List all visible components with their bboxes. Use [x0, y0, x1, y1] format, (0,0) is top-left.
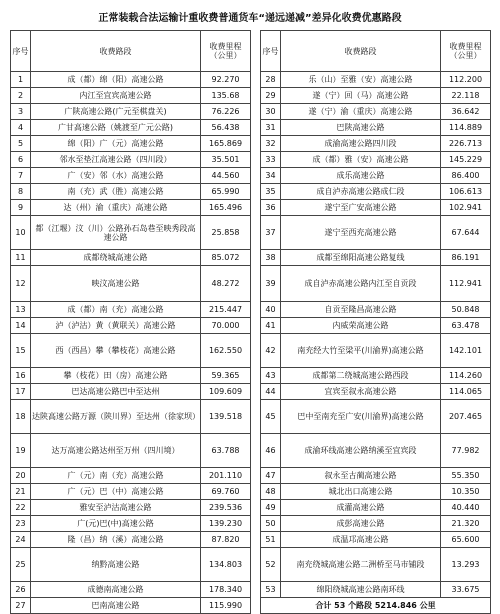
- route-header: 收费路段: [281, 31, 441, 72]
- route-mileage: 114.260: [441, 368, 491, 384]
- table-row: [261, 468, 491, 484]
- route-mileage: 201.110: [201, 468, 251, 484]
- route-mileage: 65.600: [441, 532, 491, 548]
- row-number: 13: [11, 302, 31, 318]
- table-row: [11, 104, 251, 120]
- route-mileage: 112.941: [441, 266, 491, 302]
- row-number: 6: [11, 152, 31, 168]
- left-table-body: [11, 72, 251, 614]
- route-name: 都（江堰）汶（川）公路孙石岛巷至映秀段高速公路: [31, 216, 201, 250]
- route-mileage: 135.68: [201, 88, 251, 104]
- route-name: 成（都）南（充）高速公路: [31, 302, 201, 318]
- route-name: 遂宁至广安高速公路: [281, 200, 441, 216]
- route-mileage: 70.000: [201, 318, 251, 334]
- table-row: [11, 334, 251, 368]
- route-mileage: 63.788: [201, 434, 251, 468]
- route-mileage: 63.478: [441, 318, 491, 334]
- route-name: 巴南高速公路: [31, 598, 201, 614]
- table-row: [11, 484, 251, 500]
- route-mileage: 207.465: [441, 400, 491, 434]
- table-row: [11, 318, 251, 334]
- table-row: [261, 548, 491, 582]
- route-header: 收费路段: [31, 31, 201, 72]
- route-mileage: 86.400: [441, 168, 491, 184]
- route-mileage: 178.340: [201, 582, 251, 598]
- mileage-header: 收费里程（公里）: [441, 31, 491, 72]
- route-mileage: 142.101: [441, 334, 491, 368]
- row-number: 20: [11, 468, 31, 484]
- route-name: 广（安）邻（水）高速公路: [31, 168, 201, 184]
- table-row: [261, 266, 491, 302]
- route-name: 乐（山）至雅（安）高速公路: [281, 72, 441, 88]
- route-name: 广（元）巴（中）高速公路: [31, 484, 201, 500]
- route-mileage: 50.848: [441, 302, 491, 318]
- route-mileage: 87.820: [201, 532, 251, 548]
- route-mileage: 115.990: [201, 598, 251, 614]
- row-number: 40: [261, 302, 281, 318]
- table-row: [11, 598, 251, 614]
- route-mileage: 77.982: [441, 434, 491, 468]
- route-mileage: 65.990: [201, 184, 251, 200]
- table-row: [11, 500, 251, 516]
- table-row: [11, 216, 251, 250]
- table-row: [261, 168, 491, 184]
- route-name: 成乐高速公路: [281, 168, 441, 184]
- route-mileage: 106.613: [441, 184, 491, 200]
- route-name: 成德南高速公路: [31, 582, 201, 598]
- row-number: 3: [11, 104, 31, 120]
- index-header: 序号: [11, 31, 31, 72]
- route-mileage: 25.858: [201, 216, 251, 250]
- route-name: 成（都）雅（安）高速公路: [281, 152, 441, 168]
- table-row: [11, 266, 251, 302]
- route-mileage: 67.644: [441, 216, 491, 250]
- table-row: [261, 120, 491, 136]
- route-name: 内威荣高速公路: [281, 318, 441, 334]
- table-row: [11, 120, 251, 136]
- route-mileage: 36.642: [441, 104, 491, 120]
- row-number: 22: [11, 500, 31, 516]
- row-number: 15: [11, 334, 31, 368]
- route-name: 城北出口高速公路: [281, 484, 441, 500]
- route-name: 巴陕高速公路: [281, 120, 441, 136]
- row-number: 32: [261, 136, 281, 152]
- table-row: [261, 368, 491, 384]
- table-row: [261, 216, 491, 250]
- route-name: 内江至宜宾高速公路: [31, 88, 201, 104]
- route-name: 南充经大竹至梁平(川渝界)高速公路: [281, 334, 441, 368]
- row-number: 5: [11, 136, 31, 152]
- table-row: [11, 184, 251, 200]
- row-number: 52: [261, 548, 281, 582]
- route-name: 广陕高速公路(广元至棋盘关): [31, 104, 201, 120]
- route-mileage: 44.560: [201, 168, 251, 184]
- row-number: 23: [11, 516, 31, 532]
- row-number: 48: [261, 484, 281, 500]
- route-mileage: 21.320: [441, 516, 491, 532]
- route-name: 达陕高速公路万源（陕川界）至达州（徐家坝）: [31, 400, 201, 434]
- route-name: 绵阳绕城高速公路南环线: [281, 582, 441, 598]
- row-number: 53: [261, 582, 281, 598]
- table-row: [261, 318, 491, 334]
- table-row: [11, 200, 251, 216]
- route-mileage: 139.518: [201, 400, 251, 434]
- route-mileage: 134.803: [201, 548, 251, 582]
- row-number: 7: [11, 168, 31, 184]
- table-row: [11, 136, 251, 152]
- table-row: [11, 302, 251, 318]
- route-mileage: 59.365: [201, 368, 251, 384]
- route-name: 邻水至垫江高速公路（四川段）: [31, 152, 201, 168]
- table-row: [11, 582, 251, 598]
- table-row: [261, 500, 491, 516]
- table-row: [11, 72, 251, 88]
- route-mileage: 85.072: [201, 250, 251, 266]
- row-number: 46: [261, 434, 281, 468]
- table-row: [261, 400, 491, 434]
- route-name: 广甘高速公路（姚渡至广元公路): [31, 120, 201, 136]
- route-mileage: 226.713: [441, 136, 491, 152]
- table-row: [11, 532, 251, 548]
- route-name: 成自泸赤高速公路成仁段: [281, 184, 441, 200]
- row-number: 30: [261, 104, 281, 120]
- route-name: 成渝环线高速公路纳溪至宜宾段: [281, 434, 441, 468]
- table-row: [11, 384, 251, 400]
- route-mileage: 56.438: [201, 120, 251, 136]
- row-number: 25: [11, 548, 31, 582]
- row-number: 31: [261, 120, 281, 136]
- route-mileage: 165.496: [201, 200, 251, 216]
- route-mileage: 13.293: [441, 548, 491, 582]
- route-name: 攀（枝花）田（房）高速公路: [31, 368, 201, 384]
- mileage-header: 收费里程（公里）: [201, 31, 251, 72]
- route-name: 成温邛高速公路: [281, 532, 441, 548]
- route-name: 达（州）渝（重庆）高速公路: [31, 200, 201, 216]
- row-number: 45: [261, 400, 281, 434]
- route-mileage: 114.065: [441, 384, 491, 400]
- route-name: 巴达高速公路巴中至达州: [31, 384, 201, 400]
- route-name: 南（充）武（胜）高速公路: [31, 184, 201, 200]
- route-name: 自贡至隆昌高速公路: [281, 302, 441, 318]
- table-row: [261, 152, 491, 168]
- table-row: [261, 484, 491, 500]
- table-row: [261, 582, 491, 598]
- route-mileage: 92.270: [201, 72, 251, 88]
- row-number: 34: [261, 168, 281, 184]
- row-number: 50: [261, 516, 281, 532]
- route-mileage: 239.536: [201, 500, 251, 516]
- row-number: 47: [261, 468, 281, 484]
- row-number: 44: [261, 384, 281, 400]
- row-number: 9: [11, 200, 31, 216]
- route-mileage: 145.229: [441, 152, 491, 168]
- route-mileage: 22.118: [441, 88, 491, 104]
- table-row: [261, 334, 491, 368]
- table-row: [261, 384, 491, 400]
- route-name: 成灌高速公路: [281, 500, 441, 516]
- route-mileage: 112.200: [441, 72, 491, 88]
- route-name: 成渝高速公路四川段: [281, 136, 441, 152]
- route-name: 绵（阳）广（元）高速公路: [31, 136, 201, 152]
- row-number: 16: [11, 368, 31, 384]
- route-name: 遂（宁）渝（重庆）高速公路: [281, 104, 441, 120]
- row-number: 26: [11, 582, 31, 598]
- row-number: 41: [261, 318, 281, 334]
- route-name: 遂（宁）回（马）高速公路: [281, 88, 441, 104]
- table-row: [261, 72, 491, 88]
- row-number: 21: [11, 484, 31, 500]
- route-name: 成都绕城高速公路: [31, 250, 201, 266]
- route-mileage: 55.350: [441, 468, 491, 484]
- row-number: 36: [261, 200, 281, 216]
- route-name: 纳黔高速公路: [31, 548, 201, 582]
- route-name: 成（都）绵（阳）高速公路: [31, 72, 201, 88]
- row-number: 27: [11, 598, 31, 614]
- route-name: 映汶高速公路: [31, 266, 201, 302]
- route-mileage: 86.191: [441, 250, 491, 266]
- route-name: 隆（昌）纳（溪）高速公路: [31, 532, 201, 548]
- row-number: 37: [261, 216, 281, 250]
- row-number: 14: [11, 318, 31, 334]
- row-number: 49: [261, 500, 281, 516]
- table-row: [11, 516, 251, 532]
- page-title: 正常装载合法运输计重收费普通货车“递远递减”差异化收费优惠路段: [98, 13, 402, 24]
- route-mileage: 76.226: [201, 104, 251, 120]
- table-row: [11, 548, 251, 582]
- row-number: 19: [11, 434, 31, 468]
- table-row: [11, 88, 251, 104]
- table-row: [11, 168, 251, 184]
- row-number: 1: [11, 72, 31, 88]
- route-name: 广（元）南（充）高速公路: [31, 468, 201, 484]
- route-mileage: 165.869: [201, 136, 251, 152]
- route-name: 南充绕城高速公路二洲桥至马市铺段: [281, 548, 441, 582]
- table-row: [261, 302, 491, 318]
- table-row: [261, 200, 491, 216]
- table-row: [261, 250, 491, 266]
- table-row: [261, 88, 491, 104]
- route-mileage: 215.447: [201, 302, 251, 318]
- route-name: 雅安至泸沽高速公路: [31, 500, 201, 516]
- table-row: [261, 184, 491, 200]
- route-name: 广(元)巴(中)高速公路: [31, 516, 201, 532]
- route-name: 遂宁至西充高速公路: [281, 216, 441, 250]
- table-row: [11, 152, 251, 168]
- route-name: 成彭高速公路: [281, 516, 441, 532]
- row-number: 17: [11, 384, 31, 400]
- table-row: [11, 400, 251, 434]
- route-name: 叙永至古蔺高速公路: [281, 468, 441, 484]
- route-mileage: 40.440: [441, 500, 491, 516]
- row-number: 28: [261, 72, 281, 88]
- row-number: 12: [11, 266, 31, 302]
- row-number: 51: [261, 532, 281, 548]
- route-name: 成都至绵阳高速公路复线: [281, 250, 441, 266]
- route-mileage: 33.675: [441, 582, 491, 598]
- row-number: 43: [261, 368, 281, 384]
- row-number: 33: [261, 152, 281, 168]
- route-name: 泸（泸沽）黄（黄联关）高速公路: [31, 318, 201, 334]
- route-mileage: 114.889: [441, 120, 491, 136]
- table-row: [11, 434, 251, 468]
- route-name: 巴中至南充至广安(川渝界)高速公路: [281, 400, 441, 434]
- table-gap: [250, 30, 260, 588]
- right-table-body: [261, 72, 491, 614]
- route-mileage: 69.760: [201, 484, 251, 500]
- tables-area: [10, 30, 490, 610]
- table-row: [11, 368, 251, 384]
- table-row: [11, 468, 251, 484]
- route-name: 成都第二绕城高速公路西段: [281, 368, 441, 384]
- right-table: [260, 30, 491, 614]
- route-mileage: 162.550: [201, 334, 251, 368]
- left-table: [10, 30, 251, 614]
- table-row: [261, 516, 491, 532]
- total-summary: 合计 53 个路段 5214.846 公里: [261, 598, 491, 614]
- row-number: 11: [11, 250, 31, 266]
- route-mileage: 109.609: [201, 384, 251, 400]
- route-mileage: 35.501: [201, 152, 251, 168]
- row-number: 29: [261, 88, 281, 104]
- row-number: 4: [11, 120, 31, 136]
- table-row: [261, 532, 491, 548]
- row-number: 39: [261, 266, 281, 302]
- table-row: [261, 104, 491, 120]
- row-number: 35: [261, 184, 281, 200]
- row-number: 10: [11, 216, 31, 250]
- route-mileage: 139.230: [201, 516, 251, 532]
- total-row: [261, 598, 491, 614]
- route-mileage: 48.272: [201, 266, 251, 302]
- table-row: [261, 434, 491, 468]
- route-name: 成自泸赤高速公路内江至自贡段: [281, 266, 441, 302]
- route-name: 达万高速公路达州至万州（四川境）: [31, 434, 201, 468]
- table-row: [11, 250, 251, 266]
- route-mileage: 102.941: [441, 200, 491, 216]
- table-row: [261, 136, 491, 152]
- row-number: 8: [11, 184, 31, 200]
- row-number: 42: [261, 334, 281, 368]
- row-number: 24: [11, 532, 31, 548]
- row-number: 18: [11, 400, 31, 434]
- row-number: 2: [11, 88, 31, 104]
- route-mileage: 10.350: [441, 484, 491, 500]
- route-name: 西（西昌）攀（攀枝花）高速公路: [31, 334, 201, 368]
- index-header: 序号: [261, 31, 281, 72]
- route-name: 宜宾至叙永高速公路: [281, 384, 441, 400]
- row-number: 38: [261, 250, 281, 266]
